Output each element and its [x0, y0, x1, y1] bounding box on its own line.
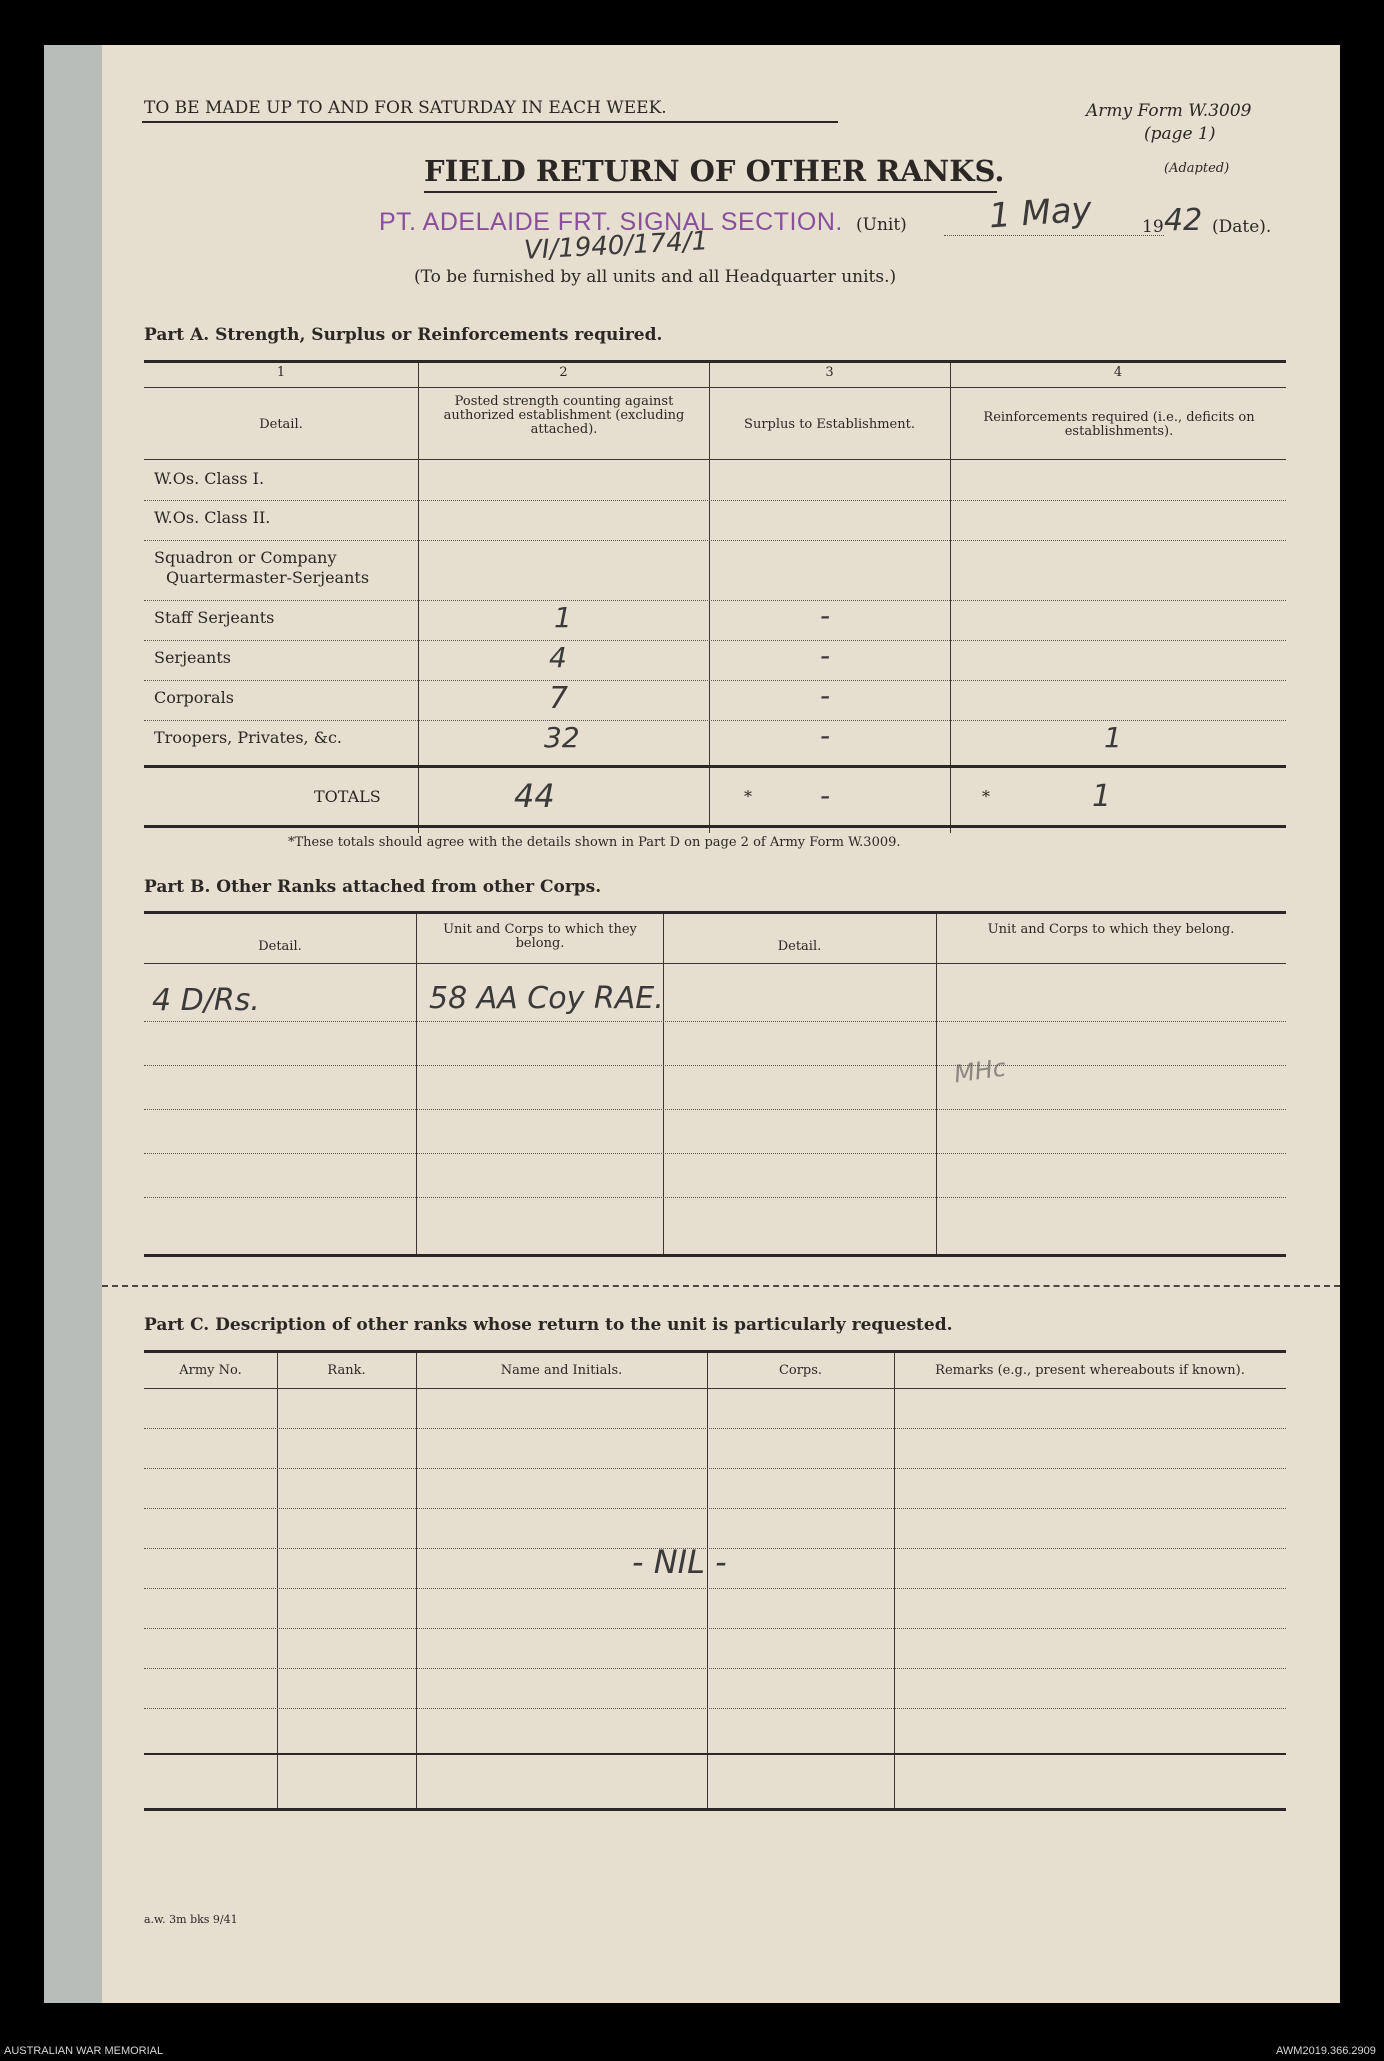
corporals-posted: 7: [549, 681, 569, 716]
archive-footer: [0, 2041, 1384, 2061]
unit-stamp: PT. ADELAIDE FRT. SIGNAL SECTION.: [379, 208, 843, 236]
footer-institution: AUSTRALIAN WAR MEMORIAL: [4, 2045, 164, 2057]
part-a-header-detail: Detail.: [259, 417, 303, 432]
part-b-header-rule: [144, 963, 1286, 964]
row-rule: [144, 600, 1286, 601]
part-c-nil-entry: - NIL -: [632, 1543, 727, 1581]
row-label-wo1: W.Os. Class I.: [154, 469, 265, 488]
privates-surplus: -: [820, 719, 831, 752]
part-c-row-rule: [144, 1588, 1286, 1589]
part-c-col-divider-3: [707, 1353, 708, 1811]
part-b-row-rule: [144, 1153, 1286, 1154]
serjeants-surplus: -: [820, 639, 831, 672]
part-c-header-rank: Rank.: [327, 1363, 366, 1378]
part-a-col-divider-2: [709, 363, 710, 833]
part-c-row-rule: [144, 1508, 1286, 1509]
totals-asterisk: *: [982, 787, 990, 806]
perforation-line: [102, 1285, 1340, 1287]
row-rule: [144, 680, 1286, 681]
page-note: (page 1): [1144, 124, 1216, 144]
year-prefix: 19: [1142, 217, 1164, 237]
part-b-col-divider-2: [663, 914, 664, 1254]
part-b-header-detail-2: Detail.: [777, 939, 822, 954]
form-sheet: [44, 45, 1340, 2003]
instruction-underline: [142, 121, 838, 123]
part-a-col-divider-1: [418, 363, 419, 833]
part-c-header-name: Name and Initials.: [500, 1363, 623, 1378]
privates-posted: 32: [544, 721, 580, 754]
part-c-row-rule: [144, 1708, 1286, 1709]
part-b-header-unit: Unit and Corps to which they belong.: [443, 922, 637, 951]
totals-rule: [144, 765, 1286, 768]
army-form-number: Army Form W.3009: [1086, 101, 1252, 121]
part-a-col-number-2: 2: [559, 365, 568, 380]
part-a-top-rule: [144, 360, 1286, 363]
part-c-col-divider-4: [894, 1353, 895, 1811]
weekly-instruction: TO BE MADE UP TO AND FOR SATURDAY IN EACH WEEK.: [144, 98, 667, 118]
part-a-col-number-3: 3: [825, 365, 834, 380]
unit-label: (Unit): [856, 215, 907, 235]
part-a-bottom-rule: [144, 825, 1286, 828]
row-label-cqms-2: Quartermaster-Serjeants: [166, 568, 370, 587]
part-b-top-rule: [144, 911, 1286, 914]
part-c-header-corps: Corps.: [778, 1363, 823, 1378]
printer-note: a.w. 3m bks 9/41: [144, 1913, 238, 1926]
part-a-heading: Part A. Strength, Surplus or Reinforcements required.: [144, 325, 663, 345]
part-b-col-divider-3: [936, 914, 937, 1254]
part-c-bottom-rule: [144, 1808, 1286, 1811]
part-a-footnote: *These totals should agree with the details shown in Part D on page 2 of Army Form W.3009.: [288, 835, 901, 850]
part-b-row-rule: [144, 1197, 1286, 1198]
part-c-top-rule: [144, 1350, 1286, 1353]
part-c-row-rule: [144, 1428, 1286, 1429]
part-a-header-rule: [144, 459, 1286, 460]
staff-serjeants-surplus: -: [820, 599, 831, 632]
handwritten-file-reference: VI/1940/174/1: [523, 226, 709, 266]
part-c-header-rule: [144, 1388, 1286, 1389]
paper-edge-strip: [44, 45, 102, 2003]
footer-accession-number: AWM2019.366.2909: [1276, 2045, 1376, 2057]
row-label-staff-serjeants: Staff Serjeants: [154, 608, 275, 627]
part-c-heading: Part C. Description of other ranks whose return to the unit is particularly requested.: [144, 1315, 953, 1335]
adapted-note: (Adapted): [1164, 161, 1230, 176]
part-b-row-rule: [144, 1021, 1286, 1022]
furnish-note: (To be furnished by all units and all Headquarter units.): [414, 267, 897, 287]
part-c-row-rule: [144, 1468, 1286, 1469]
serjeants-posted: 4: [549, 641, 567, 674]
row-label-serjeants: Serjeants: [154, 648, 231, 667]
part-c-header-army-no: Army No.: [179, 1363, 242, 1378]
part-a-col-number-1: 1: [276, 365, 286, 380]
part-b-entry-unit: 58 AA Coy RAE.: [429, 981, 664, 1016]
part-c-row-rule: [144, 1628, 1286, 1629]
part-a-col-divider-3: [950, 363, 951, 833]
part-c-header-remarks: Remarks (e.g., present whereabouts if known).: [935, 1363, 1245, 1378]
totals-reinforcements: 1: [1092, 779, 1112, 814]
part-a-header-reinforcements: Reinforcements required (i.e., deficits on establishments).: [983, 410, 1255, 439]
part-a-col-number-4: 4: [1113, 365, 1123, 380]
totals-posted: 44: [514, 777, 555, 815]
part-b-heading: Part B. Other Ranks attached from other Corps.: [144, 877, 602, 897]
part-b-header-unit-2: Unit and Corps to which they belong.: [987, 922, 1235, 937]
part-c-col-divider-2: [416, 1353, 417, 1811]
part-b-row-rule: [144, 1065, 1286, 1066]
totals-surplus: -: [820, 779, 831, 812]
totals-label: TOTALS: [314, 787, 381, 806]
title-underline: [424, 191, 997, 193]
totals-asterisk: *: [744, 787, 752, 806]
privates-reinforcements: 1: [1104, 721, 1122, 754]
part-c-row-rule: [144, 1668, 1286, 1669]
part-c-col-divider-1: [277, 1353, 278, 1811]
part-c-closing-rule: [144, 1753, 1286, 1755]
date-dotted-line: [944, 235, 1164, 236]
row-rule: [144, 540, 1286, 541]
row-rule: [144, 500, 1286, 501]
corporals-surplus: -: [820, 679, 831, 712]
handwritten-year: 42: [1164, 203, 1203, 238]
part-b-row-rule: [144, 1109, 1286, 1110]
part-a-number-rule: [144, 387, 1286, 388]
staff-serjeants-posted: 1: [554, 601, 572, 634]
part-b-col-divider-1: [416, 914, 417, 1254]
row-label-privates: Troopers, Privates, &c.: [154, 728, 343, 747]
part-b-header-detail: Detail.: [258, 939, 302, 954]
part-b-entry-detail: 4 D/Rs.: [152, 983, 260, 1018]
row-label-wo2: W.Os. Class II.: [154, 508, 271, 527]
part-b-bottom-rule: [144, 1254, 1286, 1257]
row-label-cqms: Squadron or Company: [154, 548, 337, 567]
part-a-header-surplus: Surplus to Establishment.: [744, 417, 915, 432]
part-a-header-posted: Posted strength counting against authorized establishment (excluding attached).: [443, 394, 685, 437]
part-b-pencil-initials: MHc: [952, 1053, 1008, 1089]
row-label-corporals: Corporals: [154, 688, 234, 707]
date-label: (Date).: [1212, 217, 1272, 237]
form-title: FIELD RETURN OF OTHER RANKS.: [424, 154, 1005, 188]
row-rule: [144, 640, 1286, 641]
handwritten-date: 1 May: [987, 189, 1094, 237]
